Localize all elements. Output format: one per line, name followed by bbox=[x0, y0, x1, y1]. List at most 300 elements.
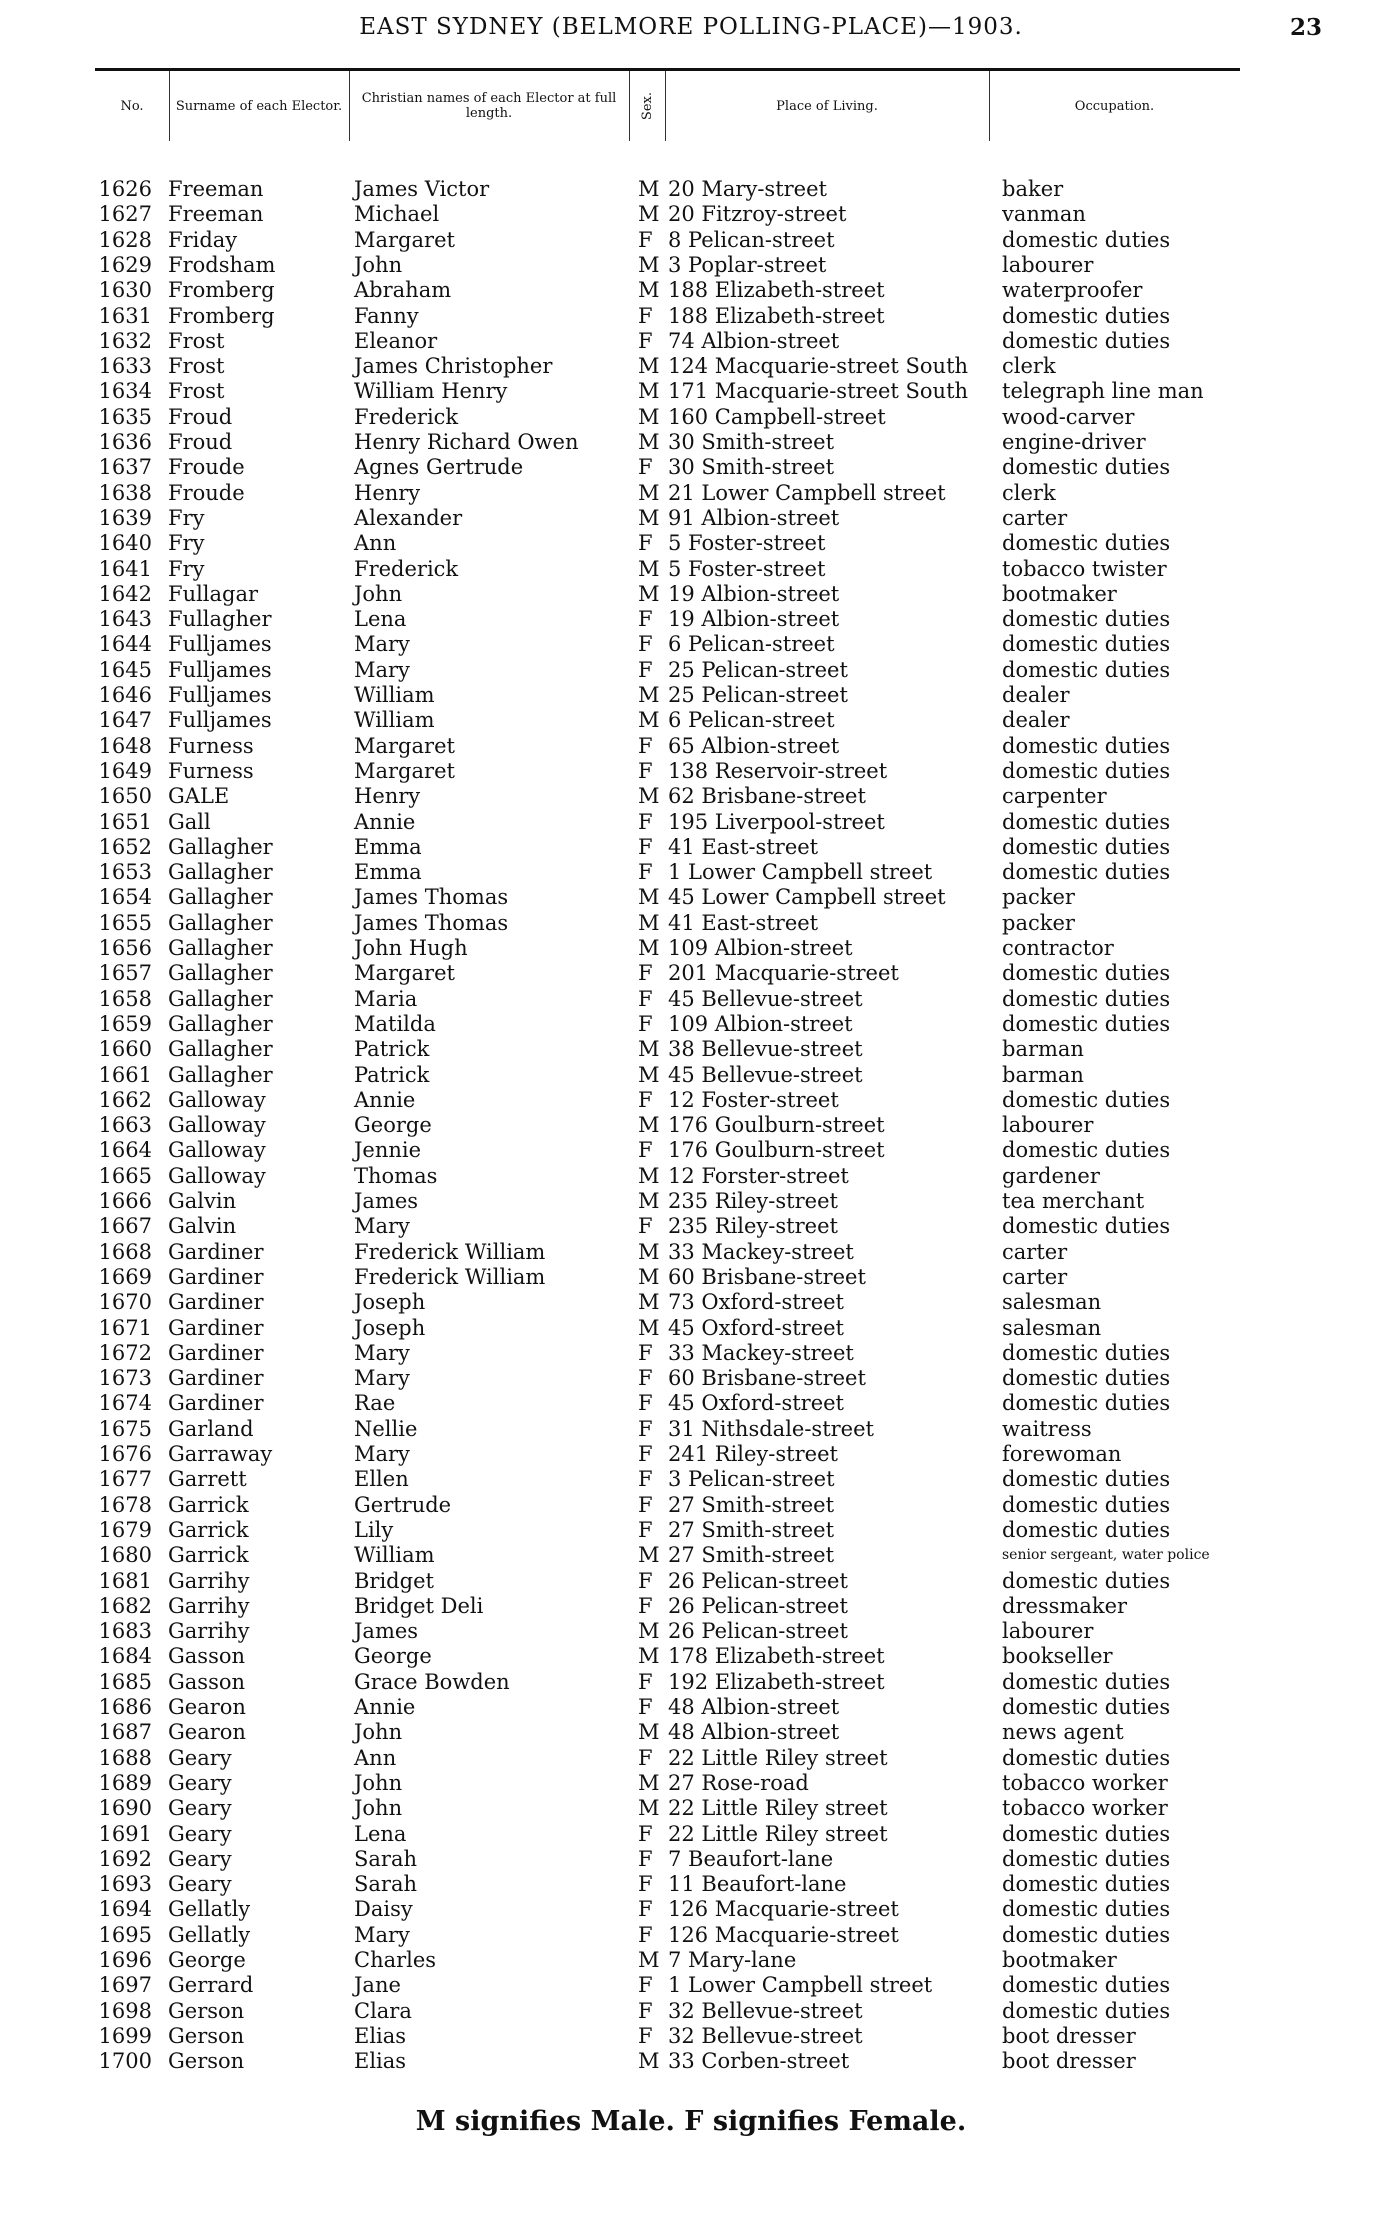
elector-place-of-living: 19 Albion-street bbox=[668, 607, 840, 632]
elector-sex: M bbox=[638, 581, 660, 606]
elector-surname: Galloway bbox=[168, 1138, 266, 1163]
table-row bbox=[0, 505, 1382, 531]
elector-sex: F bbox=[638, 1442, 653, 1466]
elector-occupation: domestic duties bbox=[1002, 632, 1171, 657]
elector-number: 1672 bbox=[98, 1340, 152, 1365]
elector-place-of-living: 188 Elizabeth-street bbox=[668, 278, 885, 303]
elector-number: 1631 bbox=[98, 303, 152, 328]
elector-surname: Frost bbox=[168, 354, 225, 379]
elector-number: 1633 bbox=[98, 354, 152, 379]
elector-occupation: waitress bbox=[1002, 1416, 1092, 1441]
table-row bbox=[0, 480, 1382, 506]
elector-number: 1632 bbox=[98, 328, 152, 353]
elector-occupation: domestic duties bbox=[1002, 1745, 1171, 1770]
footer-legend: M signifies Male. F signifies Female. bbox=[415, 2106, 967, 2137]
elector-number: 1695 bbox=[98, 1922, 152, 1947]
elector-surname: Fry bbox=[168, 505, 205, 530]
elector-surname: Frodsham bbox=[168, 252, 276, 277]
elector-place-of-living: 195 Liverpool-street bbox=[668, 809, 885, 834]
elector-number: 1663 bbox=[98, 1113, 152, 1138]
elector-surname: Garrett bbox=[168, 1467, 247, 1492]
elector-occupation: dealer bbox=[1002, 683, 1070, 707]
elector-sex: M bbox=[638, 379, 660, 404]
elector-christian-names: Sarah bbox=[354, 1872, 417, 1897]
elector-surname: Frost bbox=[168, 328, 225, 353]
elector-sex: M bbox=[638, 1644, 660, 1669]
elector-occupation: gardener bbox=[1002, 1163, 1100, 1188]
elector-christian-names: Lena bbox=[354, 1821, 407, 1846]
elector-surname: Furness bbox=[168, 758, 254, 783]
elector-place-of-living: 45 Oxford-street bbox=[668, 1391, 844, 1416]
elector-occupation: domestic duties bbox=[1002, 1872, 1171, 1897]
elector-sex: F bbox=[638, 1745, 653, 1770]
table-row bbox=[0, 1492, 1382, 1518]
table-row bbox=[0, 606, 1382, 632]
elector-number: 1692 bbox=[98, 1846, 152, 1871]
elector-sex: F bbox=[638, 758, 653, 783]
table-row bbox=[0, 1618, 1382, 1644]
elector-surname: Garrihy bbox=[168, 1568, 250, 1593]
elector-place-of-living: 27 Smith-street bbox=[668, 1543, 835, 1568]
table-row bbox=[0, 1568, 1382, 1594]
elector-place-of-living: 109 Albion-street bbox=[668, 1011, 853, 1036]
elector-sex: M bbox=[638, 1315, 660, 1340]
elector-surname: Gearon bbox=[168, 1720, 246, 1745]
elector-occupation: domestic duties bbox=[1002, 455, 1171, 480]
table-row bbox=[0, 1821, 1382, 1847]
elector-surname: Gallagher bbox=[168, 1011, 273, 1036]
elector-sex: M bbox=[638, 354, 660, 379]
elector-place-of-living: 192 Elizabeth-street bbox=[668, 1669, 885, 1694]
elector-christian-names: Annie bbox=[354, 1695, 416, 1719]
elector-christian-names: Mary bbox=[354, 1214, 410, 1239]
elector-surname: Freeman bbox=[168, 177, 264, 201]
elector-occupation: domestic duties bbox=[1002, 758, 1171, 783]
elector-surname: Gallagher bbox=[168, 986, 273, 1011]
elector-occupation: domestic duties bbox=[1002, 1695, 1171, 1719]
elector-place-of-living: 30 Smith-street bbox=[668, 455, 835, 480]
elector-occupation: domestic duties bbox=[1002, 1011, 1171, 1036]
table-row bbox=[0, 556, 1382, 582]
table-row bbox=[0, 1188, 1382, 1214]
elector-christian-names: James Christopher bbox=[354, 354, 553, 379]
elector-number: 1630 bbox=[98, 278, 152, 303]
elector-number: 1673 bbox=[98, 1366, 152, 1391]
elector-place-of-living: 22 Little Riley street bbox=[668, 1821, 888, 1846]
table-row bbox=[0, 657, 1382, 683]
elector-surname: Froude bbox=[168, 455, 245, 480]
elector-occupation: carter bbox=[1002, 1239, 1068, 1264]
elector-occupation: labourer bbox=[1002, 1619, 1094, 1644]
elector-sex: M bbox=[638, 1720, 660, 1745]
elector-sex: M bbox=[638, 885, 660, 910]
elector-christian-names: Mary bbox=[354, 1366, 410, 1391]
elector-surname: Galloway bbox=[168, 1163, 266, 1188]
table-row bbox=[0, 1719, 1382, 1745]
table-row bbox=[0, 2023, 1382, 2049]
elector-occupation: labourer bbox=[1002, 1113, 1094, 1138]
elector-place-of-living: 171 Macquarie-street South bbox=[668, 379, 969, 404]
elector-number: 1696 bbox=[98, 1948, 152, 1972]
elector-place-of-living: 6 Pelican-street bbox=[668, 632, 835, 657]
elector-place-of-living: 26 Pelican-street bbox=[668, 1619, 848, 1644]
elector-number: 1656 bbox=[98, 936, 152, 960]
elector-sex: F bbox=[638, 1391, 653, 1416]
table-row bbox=[0, 1289, 1382, 1315]
elector-occupation: boot dresser bbox=[1002, 2049, 1136, 2074]
elector-surname: Fry bbox=[168, 556, 205, 581]
elector-number: 1689 bbox=[98, 1770, 152, 1795]
elector-number: 1644 bbox=[98, 632, 152, 657]
elector-sex: F bbox=[638, 1011, 653, 1036]
elector-sex: M bbox=[638, 480, 660, 505]
elector-christian-names: Lena bbox=[354, 607, 407, 632]
elector-occupation: domestic duties bbox=[1002, 1087, 1171, 1112]
elector-sex: F bbox=[638, 733, 653, 758]
elector-surname: Froude bbox=[168, 480, 245, 505]
elector-occupation: domestic duties bbox=[1002, 1998, 1171, 2023]
elector-sex: F bbox=[638, 1998, 653, 2023]
elector-sex: F bbox=[638, 1973, 653, 1998]
elector-place-of-living: 91 Albion-street bbox=[668, 505, 840, 530]
elector-number: 1642 bbox=[98, 581, 152, 606]
elector-christian-names: Jennie bbox=[354, 1138, 422, 1163]
elector-surname: Gallagher bbox=[168, 1037, 273, 1062]
elector-surname: Gallagher bbox=[168, 834, 273, 859]
elector-sex: F bbox=[638, 834, 653, 859]
elector-occupation: domestic duties bbox=[1002, 1391, 1171, 1416]
elector-occupation: domestic duties bbox=[1002, 1568, 1171, 1593]
elector-number: 1661 bbox=[98, 1062, 152, 1087]
elector-christian-names: Bridget bbox=[354, 1568, 434, 1593]
elector-christian-names: Joseph bbox=[354, 1315, 426, 1340]
elector-surname: Fulljames bbox=[168, 632, 272, 657]
elector-sex: M bbox=[638, 1796, 660, 1821]
table-row bbox=[0, 1315, 1382, 1341]
elector-sex: M bbox=[638, 404, 660, 429]
elector-number: 1700 bbox=[98, 2049, 152, 2074]
elector-number: 1669 bbox=[98, 1264, 152, 1289]
elector-place-of-living: 27 Smith-street bbox=[668, 1517, 835, 1542]
elector-number: 1657 bbox=[98, 961, 152, 986]
elector-christian-names: Clara bbox=[354, 1998, 412, 2023]
elector-occupation: domestic duties bbox=[1002, 1138, 1171, 1163]
elector-number: 1699 bbox=[98, 2023, 152, 2048]
table-row bbox=[0, 303, 1382, 329]
elector-surname: Furness bbox=[168, 733, 254, 758]
elector-surname: Fulljames bbox=[168, 708, 272, 733]
elector-number: 1662 bbox=[98, 1087, 152, 1112]
table-row bbox=[0, 1896, 1382, 1922]
elector-occupation: domestic duties bbox=[1002, 834, 1171, 859]
elector-occupation: tea merchant bbox=[1002, 1189, 1145, 1213]
table-row bbox=[0, 328, 1382, 354]
elector-occupation: domestic duties bbox=[1002, 1492, 1171, 1517]
elector-occupation: news agent bbox=[1002, 1720, 1124, 1745]
elector-surname: Freeman bbox=[168, 202, 264, 227]
elector-christian-names: George bbox=[354, 1644, 432, 1669]
elector-sex: M bbox=[638, 278, 660, 303]
elector-occupation: domestic duties bbox=[1002, 657, 1171, 682]
elector-sex: M bbox=[638, 910, 660, 935]
elector-surname: Garrick bbox=[168, 1517, 249, 1542]
elector-surname: Garraway bbox=[168, 1442, 273, 1466]
elector-christian-names: Mary bbox=[354, 632, 410, 657]
elector-place-of-living: 48 Albion-street bbox=[668, 1695, 840, 1719]
elector-sex: F bbox=[638, 632, 653, 657]
elector-sex: F bbox=[638, 1214, 653, 1239]
table-row bbox=[0, 454, 1382, 480]
elector-place-of-living: 25 Pelican-street bbox=[668, 683, 848, 707]
table-row bbox=[0, 1542, 1382, 1568]
elector-occupation: packer bbox=[1002, 910, 1075, 935]
elector-christian-names: Margaret bbox=[354, 758, 455, 783]
elector-number: 1666 bbox=[98, 1189, 152, 1213]
elector-surname: Gardiner bbox=[168, 1239, 264, 1264]
elector-occupation: domestic duties bbox=[1002, 1897, 1171, 1922]
elector-surname: Gallagher bbox=[168, 910, 273, 935]
elector-place-of-living: 235 Riley-street bbox=[668, 1214, 838, 1239]
elector-surname: Gallagher bbox=[168, 1062, 273, 1087]
elector-number: 1638 bbox=[98, 480, 152, 505]
elector-christian-names: Nellie bbox=[354, 1416, 418, 1441]
elector-christian-names: Charles bbox=[354, 1948, 437, 1972]
table-row bbox=[0, 201, 1382, 227]
elector-occupation: carter bbox=[1002, 1264, 1068, 1289]
elector-surname: Garrick bbox=[168, 1543, 249, 1568]
elector-surname: Gardiner bbox=[168, 1391, 264, 1416]
elector-occupation: domestic duties bbox=[1002, 1214, 1171, 1239]
elector-place-of-living: 7 Mary-lane bbox=[668, 1948, 797, 1972]
elector-number: 1643 bbox=[98, 607, 152, 632]
elector-occupation: waterproofer bbox=[1002, 278, 1143, 303]
elector-number: 1688 bbox=[98, 1745, 152, 1770]
elector-sex: F bbox=[638, 1846, 653, 1871]
elector-christian-names: Rae bbox=[354, 1391, 396, 1416]
elector-christian-names: Henry bbox=[354, 784, 421, 809]
elector-christian-names: William bbox=[354, 708, 435, 733]
elector-place-of-living: 176 Goulburn-street bbox=[668, 1138, 885, 1163]
elector-occupation: engine-driver bbox=[1002, 430, 1146, 454]
elector-sex: M bbox=[638, 556, 660, 581]
elector-number: 1694 bbox=[98, 1897, 152, 1922]
elector-place-of-living: 65 Albion-street bbox=[668, 733, 840, 758]
table-row bbox=[0, 1795, 1382, 1821]
elector-christian-names: Maria bbox=[354, 986, 418, 1011]
elector-number: 1637 bbox=[98, 455, 152, 480]
elector-occupation: domestic duties bbox=[1002, 227, 1171, 252]
elector-number: 1639 bbox=[98, 505, 152, 530]
elector-occupation: domestic duties bbox=[1002, 1669, 1171, 1694]
elector-sex: F bbox=[638, 986, 653, 1011]
elector-surname: Froud bbox=[168, 404, 233, 429]
elector-christian-names: Patrick bbox=[354, 1062, 430, 1087]
elector-number: 1680 bbox=[98, 1543, 152, 1568]
elector-place-of-living: 5 Foster-street bbox=[668, 556, 826, 581]
elector-occupation: clerk bbox=[1002, 480, 1056, 505]
elector-place-of-living: 41 East-street bbox=[668, 910, 819, 935]
elector-occupation: barman bbox=[1002, 1037, 1084, 1062]
table-row bbox=[0, 1972, 1382, 1998]
elector-place-of-living: 33 Mackey-street bbox=[668, 1239, 854, 1264]
elector-christian-names: Eleanor bbox=[354, 328, 438, 353]
elector-occupation: domestic duties bbox=[1002, 1517, 1171, 1542]
table-row bbox=[0, 581, 1382, 607]
elector-christian-names: Margaret bbox=[354, 227, 455, 252]
elector-occupation: domestic duties bbox=[1002, 328, 1171, 353]
elector-surname: Gardiner bbox=[168, 1340, 264, 1365]
elector-place-of-living: 74 Albion-street bbox=[668, 328, 840, 353]
elector-number: 1647 bbox=[98, 708, 152, 733]
elector-occupation: barman bbox=[1002, 1062, 1084, 1087]
elector-place-of-living: 48 Albion-street bbox=[668, 1720, 840, 1745]
elector-place-of-living: 11 Beaufort-lane bbox=[668, 1872, 847, 1897]
elector-number: 1677 bbox=[98, 1467, 152, 1492]
elector-surname: Gallagher bbox=[168, 961, 273, 986]
table-row bbox=[0, 378, 1382, 404]
elector-place-of-living: 235 Riley-street bbox=[668, 1189, 838, 1213]
elector-number: 1697 bbox=[98, 1973, 152, 1998]
elector-place-of-living: 126 Macquarie-street bbox=[668, 1922, 899, 1947]
elector-christian-names: Alexander bbox=[354, 505, 463, 530]
elector-christian-names: John bbox=[354, 1770, 403, 1795]
elector-place-of-living: 27 Rose-road bbox=[668, 1770, 809, 1795]
table-row bbox=[0, 1694, 1382, 1720]
elector-surname: Gasson bbox=[168, 1669, 246, 1694]
elector-surname: Gallagher bbox=[168, 860, 273, 885]
table-row bbox=[0, 986, 1382, 1012]
table-row bbox=[0, 1947, 1382, 1973]
elector-number: 1670 bbox=[98, 1290, 152, 1315]
column-header-occupation: Occupation. bbox=[1074, 98, 1155, 114]
elector-number: 1665 bbox=[98, 1163, 152, 1188]
elector-surname: Fulljames bbox=[168, 683, 272, 707]
elector-place-of-living: 241 Riley-street bbox=[668, 1442, 838, 1466]
elector-sex: M bbox=[638, 430, 660, 454]
elector-sex: F bbox=[638, 1922, 653, 1947]
elector-place-of-living: 27 Smith-street bbox=[668, 1492, 835, 1517]
elector-christian-names: Frederick bbox=[354, 556, 459, 581]
table-row bbox=[0, 1264, 1382, 1290]
elector-sex: M bbox=[638, 1948, 660, 1972]
elector-sex: M bbox=[638, 202, 660, 227]
elector-number: 1678 bbox=[98, 1492, 152, 1517]
elector-occupation: contractor bbox=[1002, 936, 1114, 960]
elector-sex: F bbox=[638, 1138, 653, 1163]
table-row bbox=[0, 1390, 1382, 1416]
elector-surname: Galvin bbox=[168, 1214, 237, 1239]
elector-christian-names: Abraham bbox=[354, 278, 452, 303]
elector-christian-names: George bbox=[354, 1113, 432, 1138]
elector-sex: F bbox=[638, 227, 653, 252]
elector-surname: Gallagher bbox=[168, 936, 273, 960]
elector-surname: Gerrard bbox=[168, 1973, 254, 1998]
table-row bbox=[0, 631, 1382, 657]
elector-sex: M bbox=[638, 708, 660, 733]
elector-place-of-living: 33 Corben-street bbox=[668, 2049, 850, 2074]
column-header-place: Place of Living. bbox=[665, 71, 990, 141]
elector-sex: F bbox=[638, 328, 653, 353]
elector-sex: M bbox=[638, 1770, 660, 1795]
table-row bbox=[0, 530, 1382, 556]
elector-occupation: domestic duties bbox=[1002, 303, 1171, 328]
elector-surname: George bbox=[168, 1948, 246, 1972]
elector-place-of-living: 22 Little Riley street bbox=[668, 1745, 888, 1770]
table-row bbox=[0, 1643, 1382, 1669]
elector-number: 1655 bbox=[98, 910, 152, 935]
elector-christian-names: Joseph bbox=[354, 1290, 426, 1315]
elector-place-of-living: 31 Nithsdale-street bbox=[668, 1416, 874, 1441]
table-row bbox=[0, 252, 1382, 278]
page-number: 23 bbox=[1289, 14, 1322, 41]
table-row bbox=[0, 859, 1382, 885]
column-header-surname: Surname of each Elector. bbox=[169, 71, 350, 141]
elector-occupation: dealer bbox=[1002, 708, 1070, 733]
elector-sex: M bbox=[638, 505, 660, 530]
elector-place-of-living: 126 Macquarie-street bbox=[668, 1897, 899, 1922]
elector-number: 1660 bbox=[98, 1037, 152, 1062]
elector-surname: Fry bbox=[168, 531, 205, 556]
elector-sex: M bbox=[638, 1113, 660, 1138]
elector-christian-names: Margaret bbox=[354, 961, 455, 986]
elector-sex: M bbox=[638, 1062, 660, 1087]
elector-occupation: domestic duties bbox=[1002, 961, 1171, 986]
elector-number: 1635 bbox=[98, 404, 152, 429]
elector-number: 1636 bbox=[98, 430, 152, 454]
elector-place-of-living: 45 Bellevue-street bbox=[668, 986, 863, 1011]
elector-number: 1634 bbox=[98, 379, 152, 404]
table-row bbox=[0, 1871, 1382, 1897]
elector-surname: Garrihy bbox=[168, 1593, 250, 1618]
table-row bbox=[0, 1846, 1382, 1872]
elector-christian-names: William Henry bbox=[354, 379, 508, 404]
elector-occupation: senior sergeant, water police bbox=[1002, 1547, 1210, 1564]
elector-place-of-living: 25 Pelican-street bbox=[668, 657, 848, 682]
elector-christian-names: Frederick William bbox=[354, 1264, 546, 1289]
elector-christian-names: James bbox=[354, 1189, 419, 1213]
elector-place-of-living: 12 Foster-street bbox=[668, 1087, 839, 1112]
elector-christian-names: Jane bbox=[354, 1973, 401, 1998]
elector-place-of-living: 30 Smith-street bbox=[668, 430, 835, 454]
elector-occupation: domestic duties bbox=[1002, 986, 1171, 1011]
table-row bbox=[0, 353, 1382, 379]
column-header-sex-label: Sex. bbox=[639, 91, 655, 121]
elector-place-of-living: 201 Macquarie-street bbox=[668, 961, 899, 986]
elector-christian-names: Michael bbox=[354, 202, 440, 227]
elector-place-of-living: 21 Lower Campbell street bbox=[668, 480, 946, 505]
elector-occupation: vanman bbox=[1002, 202, 1086, 227]
elector-sex: F bbox=[638, 607, 653, 632]
elector-christian-names: James Thomas bbox=[354, 885, 509, 910]
elector-occupation: clerk bbox=[1002, 354, 1056, 379]
elector-surname: Fullagher bbox=[168, 607, 272, 632]
elector-occupation: tobacco twister bbox=[1002, 556, 1167, 581]
elector-place-of-living: 5 Foster-street bbox=[668, 531, 826, 556]
table-row bbox=[0, 682, 1382, 708]
elector-occupation: boot dresser bbox=[1002, 2023, 1136, 2048]
elector-occupation: tobacco worker bbox=[1002, 1770, 1168, 1795]
elector-sex: F bbox=[638, 2023, 653, 2048]
table-row bbox=[0, 1669, 1382, 1695]
elector-surname: Gardiner bbox=[168, 1366, 264, 1391]
elector-number: 1690 bbox=[98, 1796, 152, 1821]
table-row bbox=[0, 1213, 1382, 1239]
elector-number: 1629 bbox=[98, 252, 152, 277]
elector-number: 1646 bbox=[98, 683, 152, 707]
elector-surname: Gerson bbox=[168, 2023, 245, 2048]
elector-occupation: bootmaker bbox=[1002, 581, 1117, 606]
elector-place-of-living: 188 Elizabeth-street bbox=[668, 303, 885, 328]
